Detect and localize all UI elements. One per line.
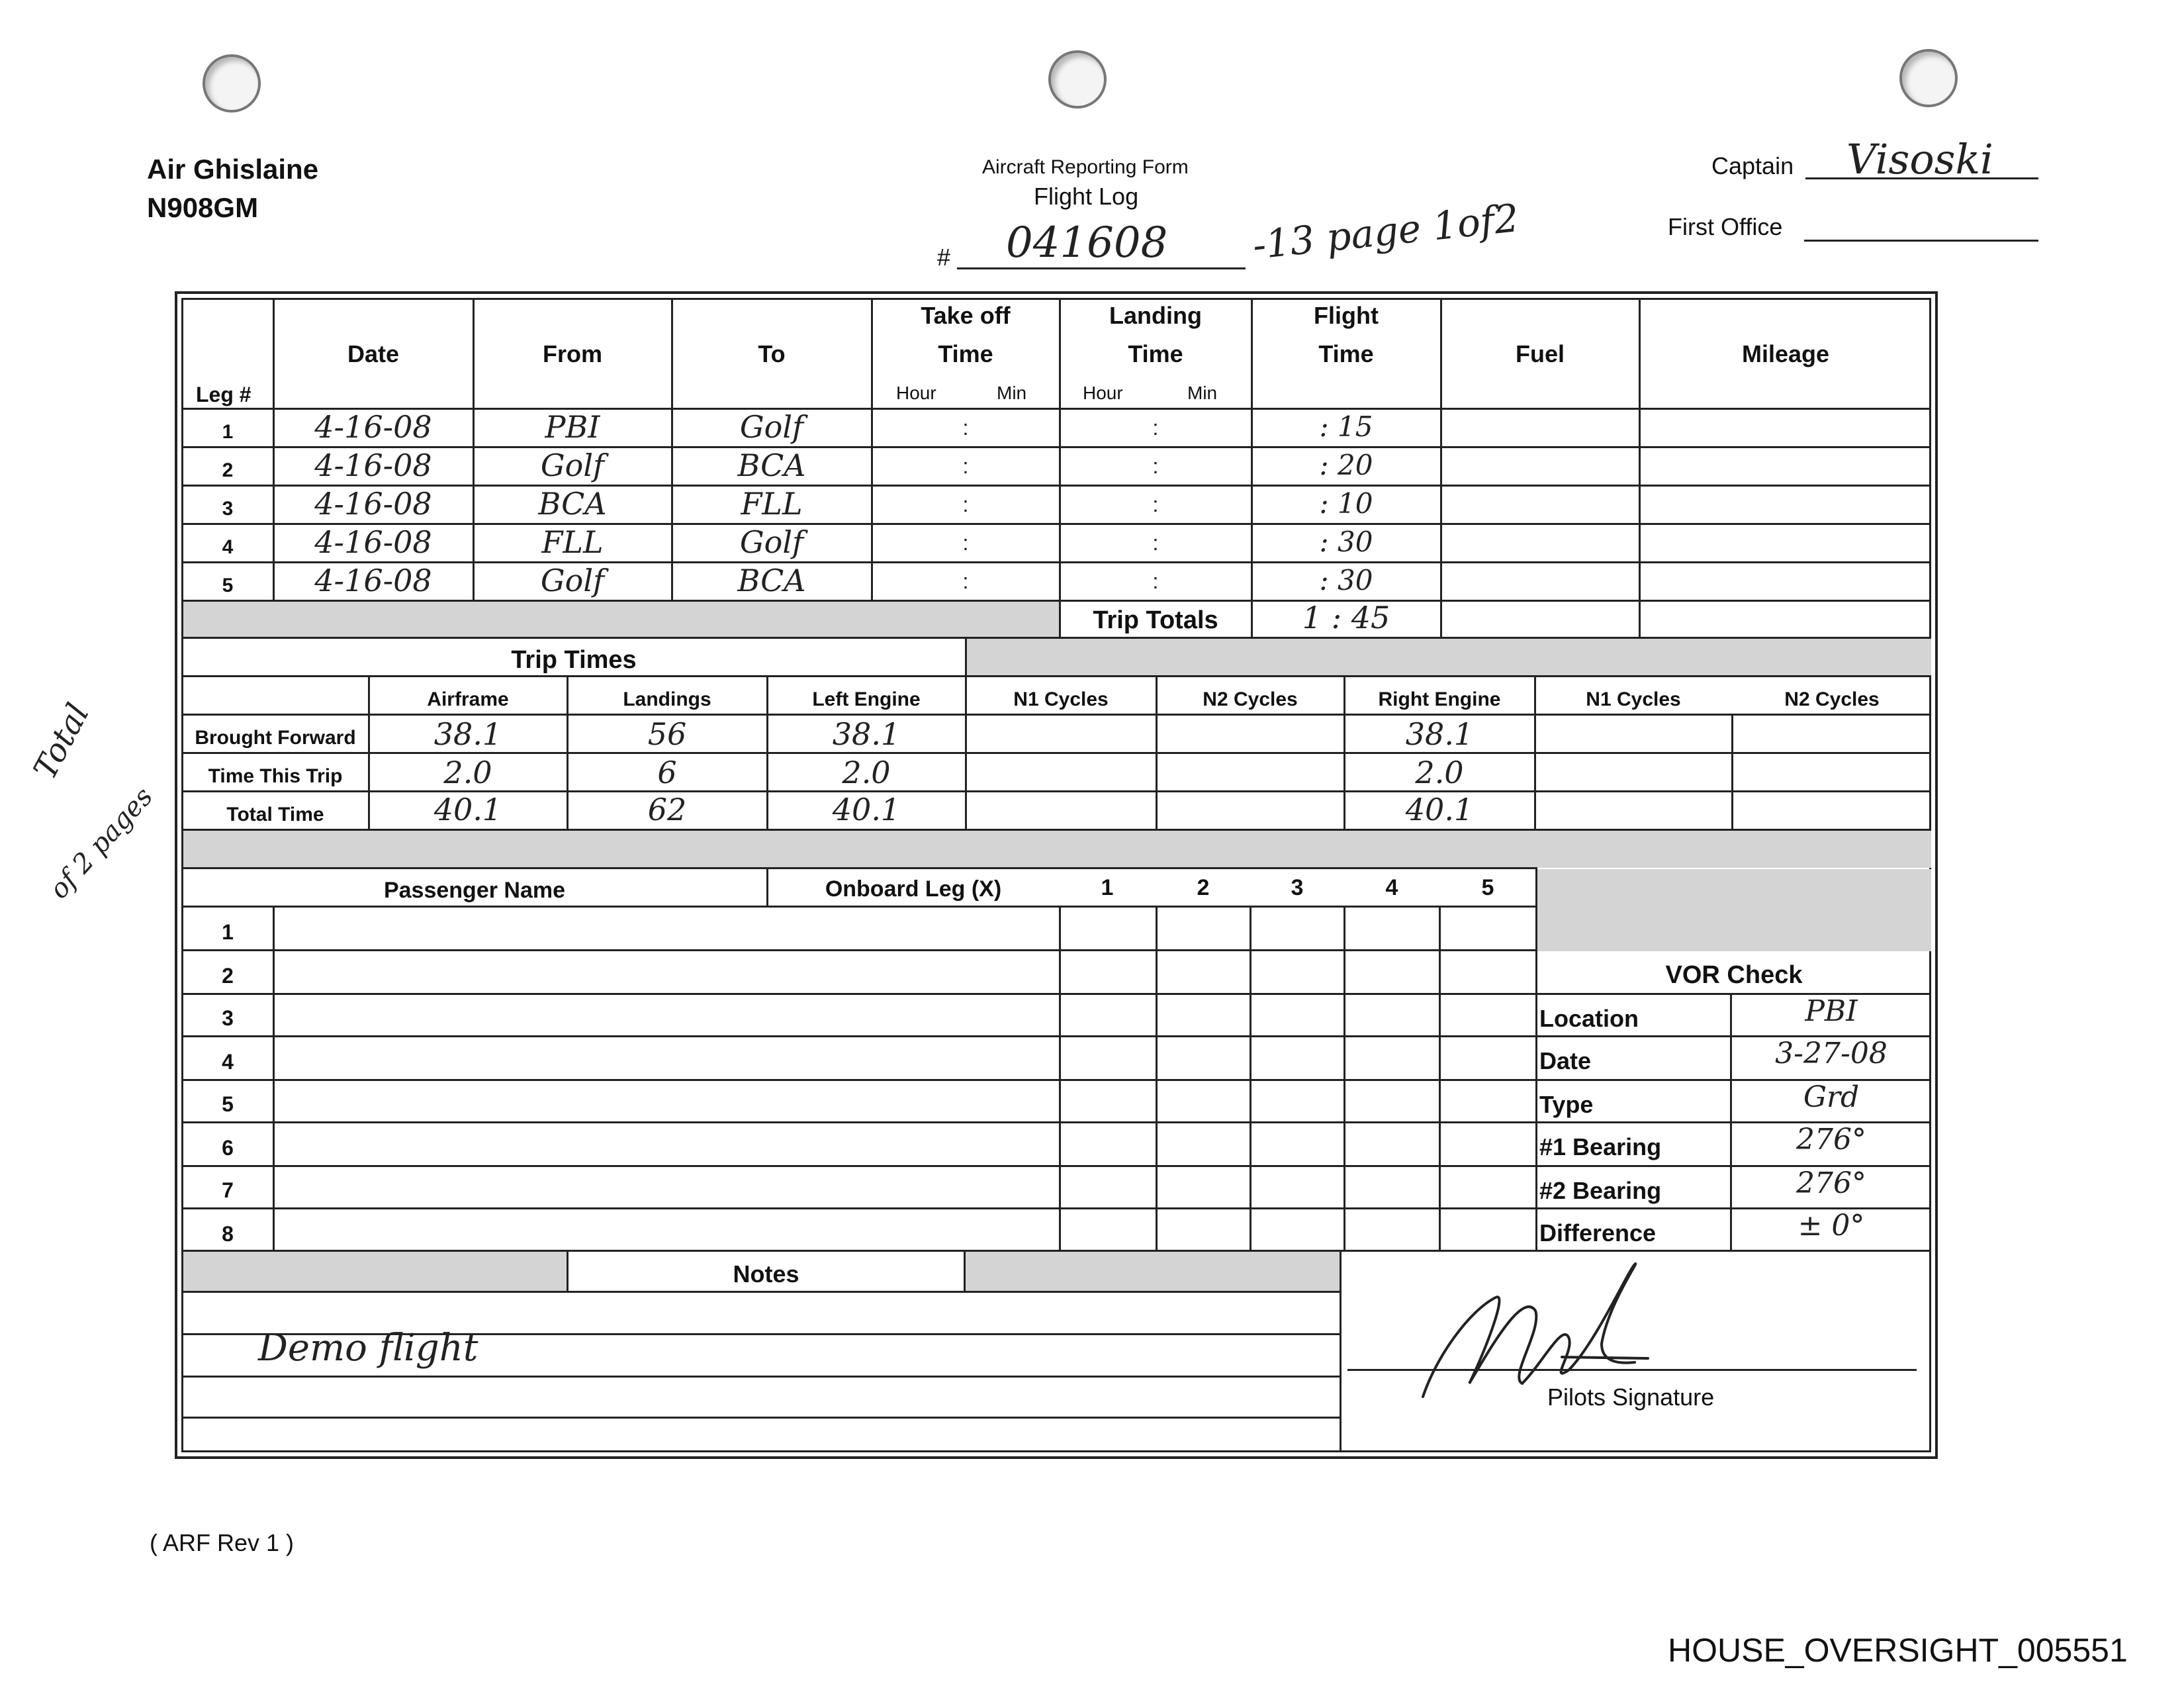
- leg-to: Golf: [739, 524, 804, 560]
- onboard-leg-4: 4: [1385, 875, 1398, 900]
- onboard-leg-header: Onboard Leg (X): [825, 876, 1002, 902]
- leg-to: BCA: [737, 447, 806, 483]
- onboard-leg-1: 1: [1101, 875, 1114, 900]
- captain-value: Visoski: [1846, 135, 1993, 183]
- leg-date: 4-16-08: [314, 409, 432, 445]
- leg-landing: :: [1152, 569, 1159, 593]
- vor-label-difference: Difference: [1539, 1219, 1657, 1246]
- trip-times-title: Trip Times: [511, 646, 637, 674]
- passenger-row-number: 2: [222, 964, 234, 988]
- leg-from: PBI: [545, 409, 600, 445]
- leg-takeoff: :: [962, 531, 969, 555]
- brought-forward-landings: 56: [647, 716, 687, 752]
- header-flight-time: Time: [1318, 340, 1374, 367]
- leg-landing: :: [1152, 492, 1159, 516]
- vor-label-bearing-1: #1 Bearing: [1539, 1133, 1662, 1160]
- brought-forward-left-engine: 38.1: [832, 716, 901, 752]
- binder-hole-center: [1048, 50, 1107, 109]
- header-landing-hour: Hour: [1083, 383, 1123, 403]
- leg-number: 1: [222, 421, 234, 443]
- margin-note-pages: of 2 pages: [44, 781, 159, 905]
- total-left-engine: 40.1: [832, 792, 901, 827]
- notes-title: Notes: [733, 1260, 799, 1288]
- leg-number: 4: [222, 536, 234, 558]
- brought-forward-right-engine: 38.1: [1405, 716, 1474, 752]
- form-revision: ( ARF Rev 1 ): [150, 1529, 295, 1556]
- total-airframe: 40.1: [433, 792, 502, 827]
- company-name: Air Ghislaine: [147, 154, 319, 185]
- leg-date: 4-16-08: [314, 486, 432, 522]
- vor-value-type: Grd: [1803, 1080, 1860, 1114]
- header-takeoff-time: Time: [938, 340, 993, 367]
- form-subtitle: Aircraft Reporting Form: [982, 156, 1189, 178]
- col-left-engine: Left Engine: [812, 688, 921, 710]
- vor-value-bearing-2: 276°: [1796, 1166, 1866, 1200]
- vor-value-location: PBI: [1805, 994, 1858, 1028]
- onboard-leg-5: 5: [1481, 875, 1494, 900]
- vor-label-location: Location: [1539, 1005, 1639, 1032]
- passenger-row-number: 1: [222, 920, 234, 944]
- notes-text: Demo flight: [258, 1327, 478, 1370]
- brought-forward-airframe: 38.1: [433, 716, 502, 752]
- binder-hole-left: [203, 54, 261, 113]
- leg-takeoff: :: [962, 569, 969, 593]
- col-left-n1: N1 Cycles: [1013, 688, 1109, 710]
- header-landing-min: Min: [1187, 383, 1218, 403]
- leg-number: 5: [222, 575, 234, 596]
- leg-from: BCA: [538, 486, 607, 522]
- binder-hole-right: [1899, 49, 1958, 107]
- header-flight: Flight: [1314, 302, 1379, 329]
- vor-label-type: Type: [1539, 1091, 1594, 1118]
- col-right-n2: N2 Cycles: [1784, 688, 1880, 710]
- margin-note-total: Total: [26, 697, 97, 786]
- leg-date: 4-16-08: [314, 447, 432, 483]
- vor-label-date: Date: [1539, 1047, 1592, 1074]
- passenger-row-number: 7: [222, 1178, 234, 1202]
- header-from: From: [543, 340, 602, 367]
- leg-to: Golf: [739, 409, 804, 445]
- total-landings: 62: [647, 792, 687, 827]
- this-trip-airframe: 2.0: [443, 755, 492, 790]
- form-number-note: -13 page 1of2: [1250, 195, 1522, 268]
- first-office-underline: [1804, 240, 2038, 242]
- leg-from: Golf: [540, 563, 605, 598]
- this-trip-left-engine: 2.0: [842, 755, 891, 790]
- col-left-n2: N2 Cycles: [1203, 688, 1298, 710]
- col-landings: Landings: [623, 688, 711, 710]
- row-label-total-time: Total Time: [226, 804, 324, 825]
- leg-flight-time: : 30: [1319, 564, 1373, 596]
- passenger-row-number: 8: [222, 1222, 234, 1246]
- row-label-brought-forward: Brought Forward: [195, 727, 356, 749]
- header-to: To: [758, 340, 786, 367]
- captain-label: Captain: [1711, 152, 1794, 179]
- col-airframe: Airframe: [427, 688, 509, 710]
- leg-landing: :: [1152, 416, 1159, 440]
- leg-takeoff: :: [962, 416, 969, 440]
- form-number-prefix: #: [937, 244, 951, 271]
- passenger-row-number: 5: [222, 1092, 234, 1116]
- leg-flight-time: : 30: [1319, 526, 1373, 558]
- leg-flight-time: : 15: [1319, 410, 1373, 443]
- vor-title: VOR Check: [1665, 961, 1803, 989]
- form-number-handwritten: 041608: [1006, 218, 1168, 267]
- passenger-row-number: 6: [222, 1136, 234, 1160]
- header-landing-time: Time: [1128, 340, 1183, 367]
- col-right-engine: Right Engine: [1378, 688, 1501, 710]
- header-date: Date: [347, 340, 400, 367]
- total-right-engine: 40.1: [1405, 792, 1474, 827]
- header-landing: Landing: [1109, 302, 1202, 329]
- form-number-underline: [957, 267, 1246, 269]
- header-takeoff: Take off: [921, 302, 1011, 329]
- vor-value-bearing-1: 276°: [1796, 1123, 1866, 1156]
- this-trip-landings: 6: [657, 755, 677, 790]
- passenger-row-number: 3: [222, 1006, 234, 1030]
- leg-landing: :: [1152, 531, 1159, 555]
- leg-to: FLL: [741, 486, 803, 522]
- vor-value-difference: ± 0°: [1797, 1209, 1865, 1243]
- trip-totals-value: 1 : 45: [1302, 600, 1390, 635]
- leg-to: BCA: [737, 563, 806, 598]
- form-title: Flight Log: [1034, 183, 1139, 210]
- leg-number: 2: [222, 459, 234, 481]
- onboard-leg-2: 2: [1197, 875, 1210, 900]
- passenger-row-number: 4: [222, 1050, 234, 1074]
- leg-date: 4-16-08: [314, 563, 432, 598]
- leg-date: 4-16-08: [314, 524, 432, 560]
- this-trip-right-engine: 2.0: [1415, 755, 1464, 790]
- leg-from: FLL: [541, 524, 604, 560]
- trip-totals-label: Trip Totals: [1093, 606, 1218, 634]
- row-label-time-this-trip: Time This Trip: [208, 765, 343, 787]
- tail-number: N908GM: [147, 192, 259, 223]
- onboard-leg-3: 3: [1291, 875, 1304, 900]
- header-mileage: Mileage: [1741, 340, 1830, 367]
- pilots-signature-label: Pilots Signature: [1547, 1383, 1715, 1411]
- leg-landing: :: [1152, 454, 1159, 478]
- col-right-n1: N1 Cycles: [1586, 688, 1681, 710]
- leg-flight-time: : 20: [1319, 449, 1373, 481]
- leg-from: Golf: [540, 447, 605, 483]
- first-office-label: First Office: [1668, 213, 1783, 240]
- leg-flight-time: : 10: [1319, 487, 1373, 520]
- passenger-name-header: Passenger Name: [383, 878, 566, 903]
- header-leg: Leg #: [196, 383, 251, 406]
- header-fuel: Fuel: [1515, 340, 1565, 367]
- vor-label-bearing-2: #2 Bearing: [1539, 1177, 1662, 1204]
- leg-takeoff: :: [962, 492, 969, 516]
- header-takeoff-min: Min: [997, 383, 1027, 403]
- leg-takeoff: :: [962, 454, 969, 478]
- leg-number: 3: [222, 498, 234, 520]
- header-takeoff-hour: Hour: [896, 383, 936, 403]
- bates-number: HOUSE_OVERSIGHT_005551: [1668, 1632, 2128, 1669]
- vor-value-date: 3-27-08: [1775, 1037, 1888, 1070]
